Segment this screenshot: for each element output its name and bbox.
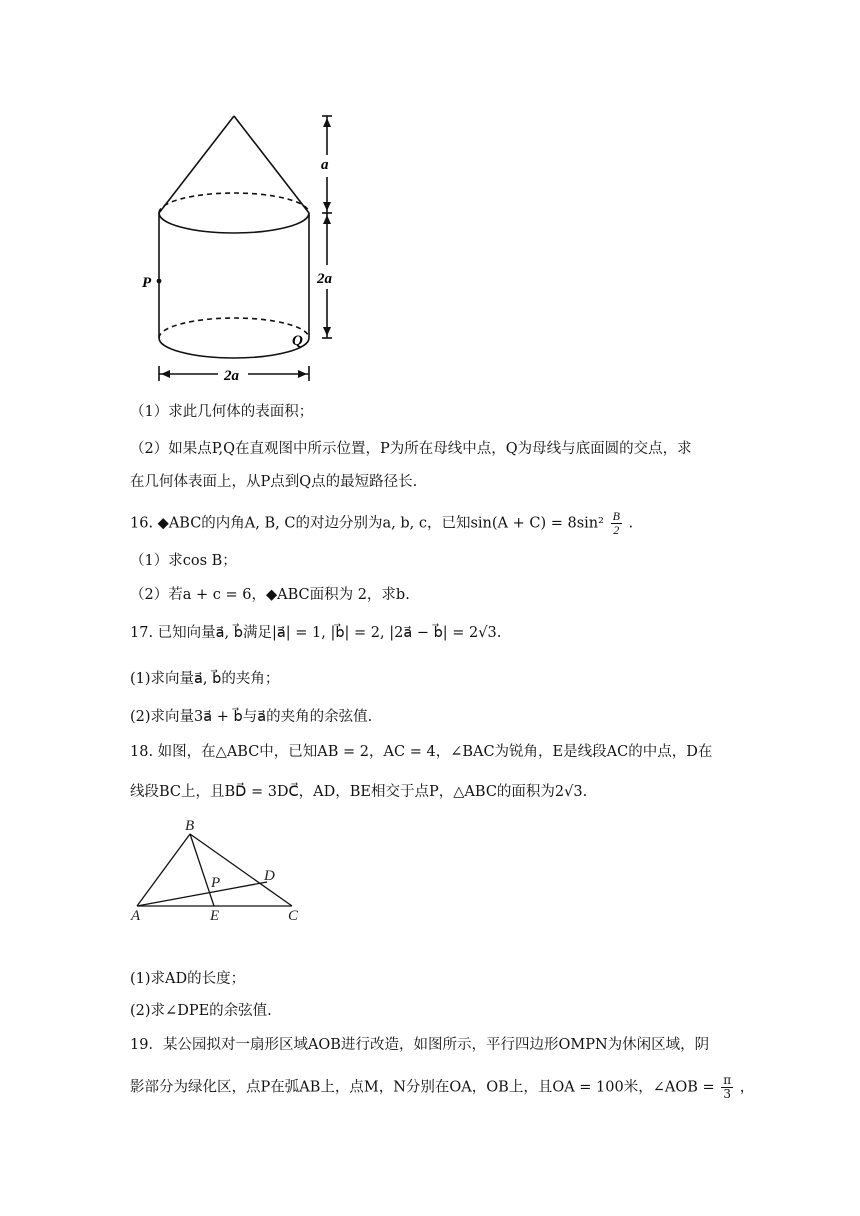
label-p: P xyxy=(211,875,221,891)
point-p-dot xyxy=(157,279,162,284)
q16-frac-num: B xyxy=(612,509,620,523)
cone-left-edge xyxy=(159,116,234,213)
q19-line1: 19．某公园拟对一扇形区域AOB进行改造，如图所示，平行四边形OMPN为休闲区域，阴 xyxy=(130,1037,710,1053)
q17-part1: (1)求向量a⃗, b⃗的夹角； xyxy=(130,671,280,687)
segment-bc xyxy=(190,834,292,906)
q16-part2: （2）若a + c = 6，◆ABC面积为 2，求b. xyxy=(130,587,410,603)
top-ellipse-back xyxy=(159,193,309,213)
q19-line2-suffix: ， xyxy=(739,1079,755,1096)
triangle-figure xyxy=(125,812,315,924)
label-b: B xyxy=(185,818,195,834)
top-ellipse-front xyxy=(159,213,309,233)
q18-part1: (1)求AD的长度； xyxy=(130,971,246,987)
label-d: D xyxy=(264,868,275,884)
q19-fraction xyxy=(721,1074,733,1101)
segment-ad xyxy=(137,882,267,906)
label-p: P xyxy=(142,275,152,291)
q19-frac-num: π xyxy=(723,1073,732,1087)
q16-stem-suffix: . xyxy=(628,515,634,532)
q19-line2 xyxy=(130,1074,754,1101)
q18-line2: 线段BC上，且BD⃗ = 3DC⃗，AD，BE相交于点P，△ABC的面积为2√3. xyxy=(130,784,588,800)
q17-stem: 17. 已知向量a⃗, b⃗满足|a⃗| = 1, |b⃗| = 2, |2a⃗ − b⃗| = 2√3. xyxy=(130,625,502,641)
label-e: E xyxy=(210,908,220,924)
q15-part2-line2: 在几何体表面上，从P点到Q点的最短路径长. xyxy=(130,474,418,490)
cone-right-edge xyxy=(234,116,309,213)
label-a: a xyxy=(321,157,329,173)
label-a: A xyxy=(131,908,141,924)
q19-frac-den: 3 xyxy=(723,1087,732,1101)
q17-part2: (2)求向量3a⃗ + b⃗与a⃗的夹角的余弦值. xyxy=(130,709,373,725)
q16-stem xyxy=(130,510,633,537)
q18-line1: 18. 如图，在△ABC中，已知AB = 2，AC = 4，∠BAC为锐角，E是线段AC的中点，D在 xyxy=(130,744,713,760)
label-2a-right: 2a xyxy=(317,271,332,287)
q15-part1: （1）求此几何体的表面积； xyxy=(130,404,314,420)
label-c: C xyxy=(288,908,299,924)
cone-cylinder-figure xyxy=(120,105,360,390)
bottom-ellipse-back xyxy=(159,318,309,338)
segment-ab xyxy=(137,834,190,906)
bottom-ellipse-front xyxy=(159,338,309,358)
q16-frac-den: 2 xyxy=(613,523,620,537)
q15-part2-line1: （2）如果点P,Q在直观图中所示位置，P为所在母线中点，Q为母线与底面圆的交点，求 xyxy=(130,441,692,457)
label-q: Q xyxy=(292,333,303,349)
q19-line2-prefix: 影部分为绿化区，点P在弧AB上，点M，N分别在OA，OB上，且OA = 100米，∠AOB = xyxy=(130,1079,715,1096)
q16-fraction xyxy=(611,510,622,537)
label-2a-bottom: 2a xyxy=(224,368,239,384)
q16-stem-prefix: 16. ◆ABC的内角A, B, C的对边分别为a, b, c，已知sin(A + C) = 8sin² xyxy=(130,515,604,532)
q16-part1: （1）求cos B； xyxy=(130,553,237,569)
q18-part2: (2)求∠DPE的余弦值. xyxy=(130,1003,272,1019)
